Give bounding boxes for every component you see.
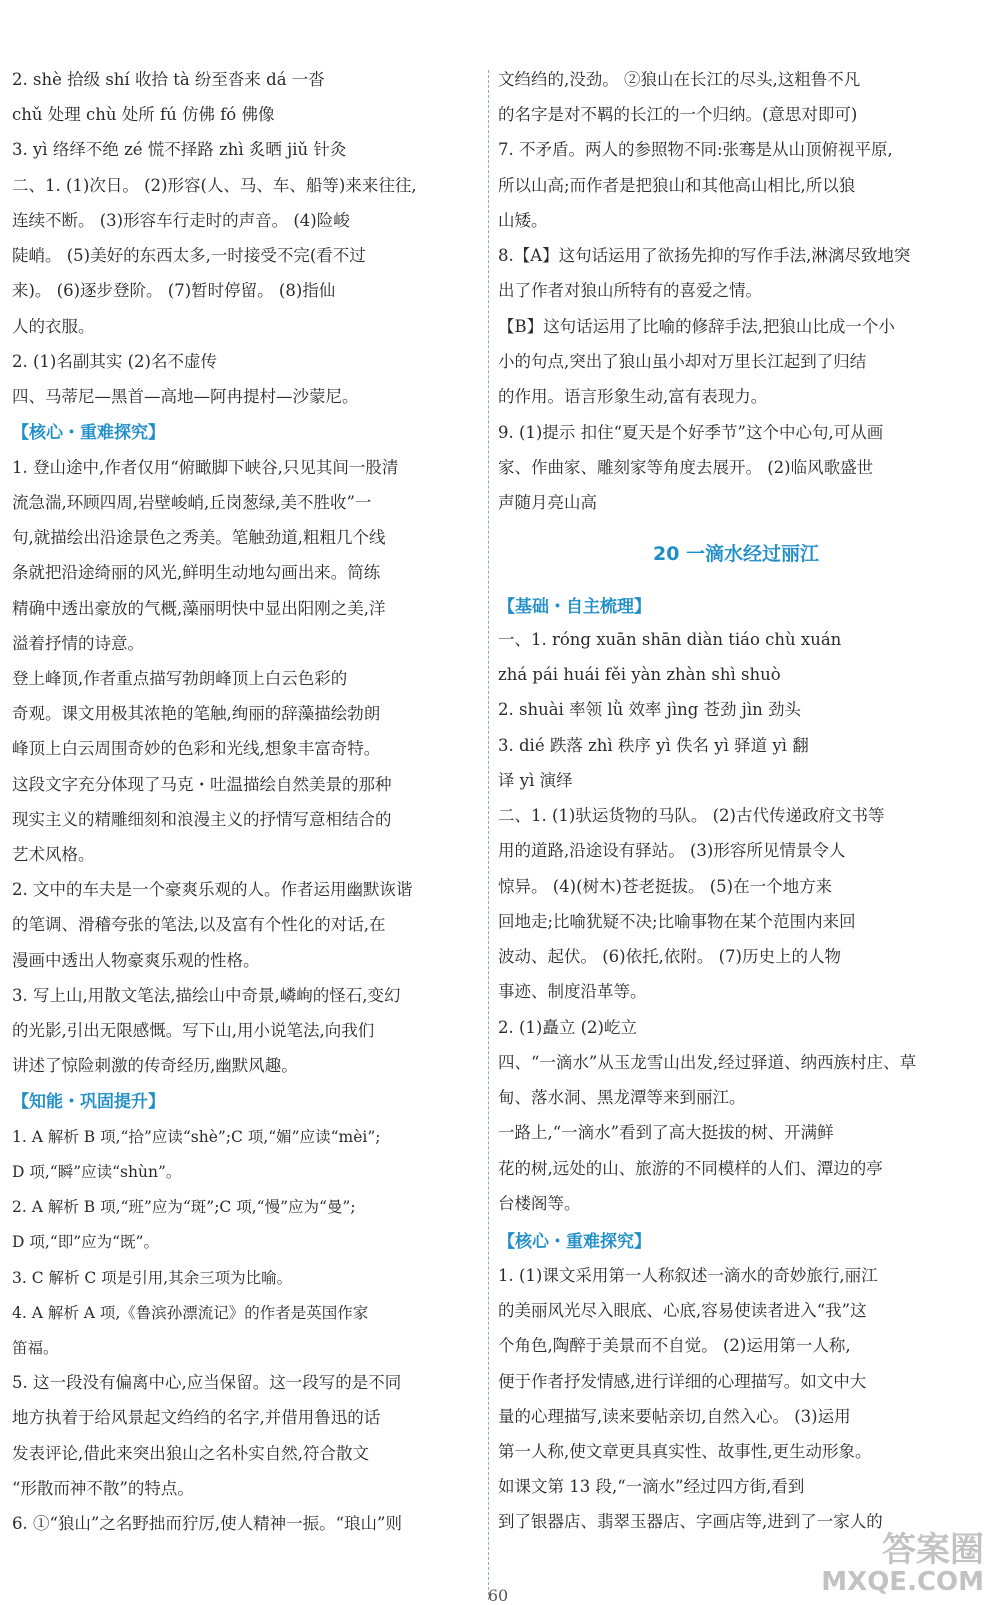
- answer-line: 出了作者对狼山所特有的喜爱之情。: [498, 281, 762, 300]
- answer-line: 漫画中透出人物豪爽乐观的性格。: [12, 951, 260, 970]
- answer-line: 溢着抒情的诗意。: [12, 634, 144, 653]
- answer-line: 的笔调、滑稽夸张的笔法,以及富有个性化的对话,在: [12, 915, 386, 934]
- answer-line: 波动、起伏。 (6)依托,依附。 (7)历史上的人物: [498, 947, 841, 966]
- column-divider: [488, 70, 489, 1600]
- answer-line: 讲述了惊险刺激的传奇经历,幽默风趣。: [12, 1056, 298, 1075]
- answer-line: 的作用。语言形象生动,富有表现力。: [498, 387, 768, 406]
- answer-line: 笛福。: [12, 1339, 59, 1357]
- section-heading: 【核心・重难探究】: [12, 423, 165, 443]
- answer-line: 花的树,远处的山、旅游的不同模样的人们、潭边的亭: [498, 1159, 883, 1178]
- answer-line: 的名字是对不羁的长江的一个归纳。(意思对即可): [498, 105, 858, 124]
- answer-line: 用的道路,沿途设有驿站。 (3)形容所见情景令人: [498, 841, 846, 860]
- answer-line: 地方执着于给风景起文绉绉的名字,并借用鲁迅的话: [12, 1408, 381, 1427]
- answer-line: 8.【A】这句话运用了欲扬先抑的写作手法,淋漓尽致地突: [498, 246, 911, 265]
- section-heading: 【知能・巩固提升】: [12, 1092, 165, 1112]
- answer-line: 1. A 解析 B 项,“拾”应读“shè”;C 项,“媚”应读“mèi”;: [12, 1128, 381, 1146]
- section-heading: 【基础・自主梳理】: [498, 597, 651, 617]
- answer-line: 1. (1)课文采用第一人称叙述一滴水的奇妙旅行,丽江: [498, 1266, 878, 1285]
- answer-line: 句,就描绘出沿途景色之秀美。笔触劲道,粗粗几个线: [12, 528, 386, 547]
- section-heading: 【核心・重难探究】: [498, 1232, 651, 1252]
- answer-line: 一路上,“一滴水”看到了高大挺拔的树、开满鲜: [498, 1123, 834, 1142]
- answer-line: 艺术风格。: [12, 845, 95, 864]
- answer-line: 来)。 (6)逐步登阶。 (7)暂时停留。 (8)指仙: [12, 281, 336, 300]
- answer-line: 到了银器店、翡翠玉器店、字画店等,进到了一家人的: [498, 1512, 883, 1531]
- answer-line: 5. 这一段没有偏离中心,应当保留。这一段写的是不同: [12, 1373, 402, 1392]
- answer-line: 量的心理描写,读来要帖亲切,自然入心。 (3)运用: [498, 1407, 851, 1426]
- answer-line: 小的句点,突出了狼山虽小却对万里长江起到了归结: [498, 352, 867, 371]
- answer-line: 【B】这句话运用了比喻的修辞手法,把狼山比成一个小: [498, 317, 895, 336]
- watermark-line2: MXQE.COM: [821, 1567, 984, 1597]
- answer-line: 声随月亮山高: [498, 493, 597, 512]
- answer-line: “形散而神不散”的特点。: [12, 1479, 194, 1498]
- answer-line: 家、作曲家、雕刻家等角度去展开。 (2)临风歌盛世: [498, 458, 874, 477]
- watermark-line1: 答案圈: [882, 1530, 984, 1570]
- answer-line: 文绉绉的,没劲。 ②狼山在长江的尽头,这粗鲁不凡: [498, 70, 861, 89]
- answer-line: 二、1. (1)驮运货物的马队。 (2)古代传递政府文书等: [498, 806, 885, 825]
- answer-line: 6. ①“狼山”之名野拙而狞厉,使人精神一振。“琅山”则: [12, 1514, 402, 1533]
- answer-line: 2. (1)矗立 (2)屹立: [498, 1018, 637, 1037]
- answer-line: 9. (1)提示 扣住“夏天是个好季节”这个中心句,可从画: [498, 423, 884, 442]
- answer-line: 1. 登山途中,作者仅用“俯瞰脚下峡谷,只见其间一股清: [12, 458, 399, 477]
- answer-line: 连续不断。 (3)形容车行走时的声音。 (4)险峻: [12, 211, 350, 230]
- answer-line: 条就把沿途绮丽的风光,鲜明生动地勾画出来。简练: [12, 563, 381, 582]
- answer-line: 3. 写上山,用散文笔法,描绘山中奇景,嶙峋的怪石,变幻: [12, 986, 401, 1005]
- answer-line: 2. A 解析 B 项,“班”应为“斑”;C 项,“慢”应为“曼”;: [12, 1198, 356, 1216]
- answer-line: 的光影,引出无限感慨。写下山,用小说笔法,向我们: [12, 1021, 375, 1040]
- answer-line: D 项,“瞬”应读“shùn”。: [12, 1163, 182, 1181]
- answer-line: chǔ 处理 chù 处所 fú 仿佛 fó 佛像: [12, 105, 275, 124]
- answer-line: 3. dié 跌落 zhì 秩序 yì 佚名 yì 驿道 yì 翻: [498, 736, 809, 755]
- answer-line: 四、“一滴水”从玉龙雪山出发,经过驿道、纳西族村庄、草: [498, 1053, 917, 1072]
- answer-line: 第一人称,使文章更具真实性、故事性,更生动形象。: [498, 1442, 872, 1461]
- answer-line: 惊异。 (4)(树木)苍老挺拔。 (5)在一个地方来: [498, 877, 833, 896]
- answer-line: 3. yì 络绎不绝 zé 慌不择路 zhì 炙晒 jiǔ 针灸: [12, 140, 347, 159]
- answer-line: 一、1. róng xuān shān diàn tiáo chù xuán: [498, 630, 842, 649]
- answer-line: 流急湍,环顾四周,岩壁峻峭,丘岗葱绿,美不胜收”一: [12, 493, 372, 512]
- answer-line: 所以山高;而作者是把狼山和其他高山相比,所以狼: [498, 176, 856, 195]
- answer-line: 个角色,陶醉于美景而不自觉。 (2)运用第一人称,: [498, 1336, 851, 1355]
- answer-line: 2. shuài 率领 lǜ 效率 jìng 苍劲 jìn 劲头: [498, 700, 802, 719]
- answer-line: 山矮。: [498, 211, 548, 230]
- answer-line: 甸、落水洞、黑龙潭等来到丽江。: [498, 1088, 746, 1107]
- answer-line: 译 yì 演绎: [498, 771, 573, 790]
- answer-line: 3. C 解析 C 项是引用,其余三项为比喻。: [12, 1269, 293, 1287]
- answer-line: 二、1. (1)次日。 (2)形容(人、马、车、船等)来来往往,: [12, 176, 417, 195]
- answer-line: 台楼阁等。: [498, 1194, 581, 1213]
- answer-line: 7. 不矛盾。两人的参照物不同:张骞是从山顶俯视平原,: [498, 140, 893, 159]
- answer-line: zhá pái huái fěi yàn zhàn shì shuò: [498, 665, 781, 684]
- answer-line: 这段文字充分体现了马克・吐温描绘自然美景的那种: [12, 775, 392, 794]
- answer-line: 4. A 解析 A 项,《鲁滨孙漂流记》的作者是英国作家: [12, 1304, 369, 1322]
- answer-line: 如课文第 13 段,“一滴水”经过四方街,看到: [498, 1477, 805, 1496]
- answer-line: 精确中透出豪放的气概,藻丽明快中显出阳刚之美,洋: [12, 599, 386, 618]
- answer-line: 事迹、制度沿革等。: [498, 982, 647, 1001]
- answer-line: 2. shè 拾级 shí 收拾 tà 纷至沓来 dá 一沓: [12, 70, 325, 89]
- answer-line: 2. (1)名副其实 (2)名不虚传: [12, 352, 217, 371]
- answer-line: D 项,“即”应为“既”。: [12, 1233, 159, 1251]
- answer-line: 现实主义的精雕细刻和浪漫主义的抒情写意相结合的: [12, 810, 392, 829]
- answer-line: 峰顶上白云周围奇妙的色彩和光线,想象丰富奇特。: [12, 739, 381, 758]
- watermark-logo: [784, 1530, 984, 1598]
- answer-line: 发表评论,借此来突出狼山之名朴实自然,符合散文: [12, 1444, 369, 1463]
- page-number: 60: [487, 1586, 509, 1605]
- answer-line: 便于作者抒发情感,进行详细的心理描写。如文中大: [498, 1372, 867, 1391]
- answer-line: 四、马蒂尼—黑首—高地—阿冉提村—沙蒙尼。: [12, 387, 359, 406]
- answer-line: 陡峭。 (5)美好的东西太多,一时接受不完(看不过: [12, 246, 366, 265]
- answer-line: 2. 文中的车夫是一个豪爽乐观的人。作者运用幽默诙谐: [12, 880, 413, 899]
- answer-line: 登上峰顶,作者重点描写勃朗峰顶上白云色彩的: [12, 669, 348, 688]
- answer-line: 奇观。课文用极其浓艳的笔触,绚丽的辞藻描绘勃朗: [12, 704, 381, 723]
- answer-line: 人的衣服。: [12, 317, 95, 336]
- answer-line: 回地走;比喻犹疑不决;比喻事物在某个范围内来回: [498, 912, 856, 931]
- lesson-title: 20 一滴水经过丽江: [652, 543, 820, 565]
- answer-line: 的美丽风光尽入眼底、心底,容易使读者进入“我”这: [498, 1301, 867, 1320]
